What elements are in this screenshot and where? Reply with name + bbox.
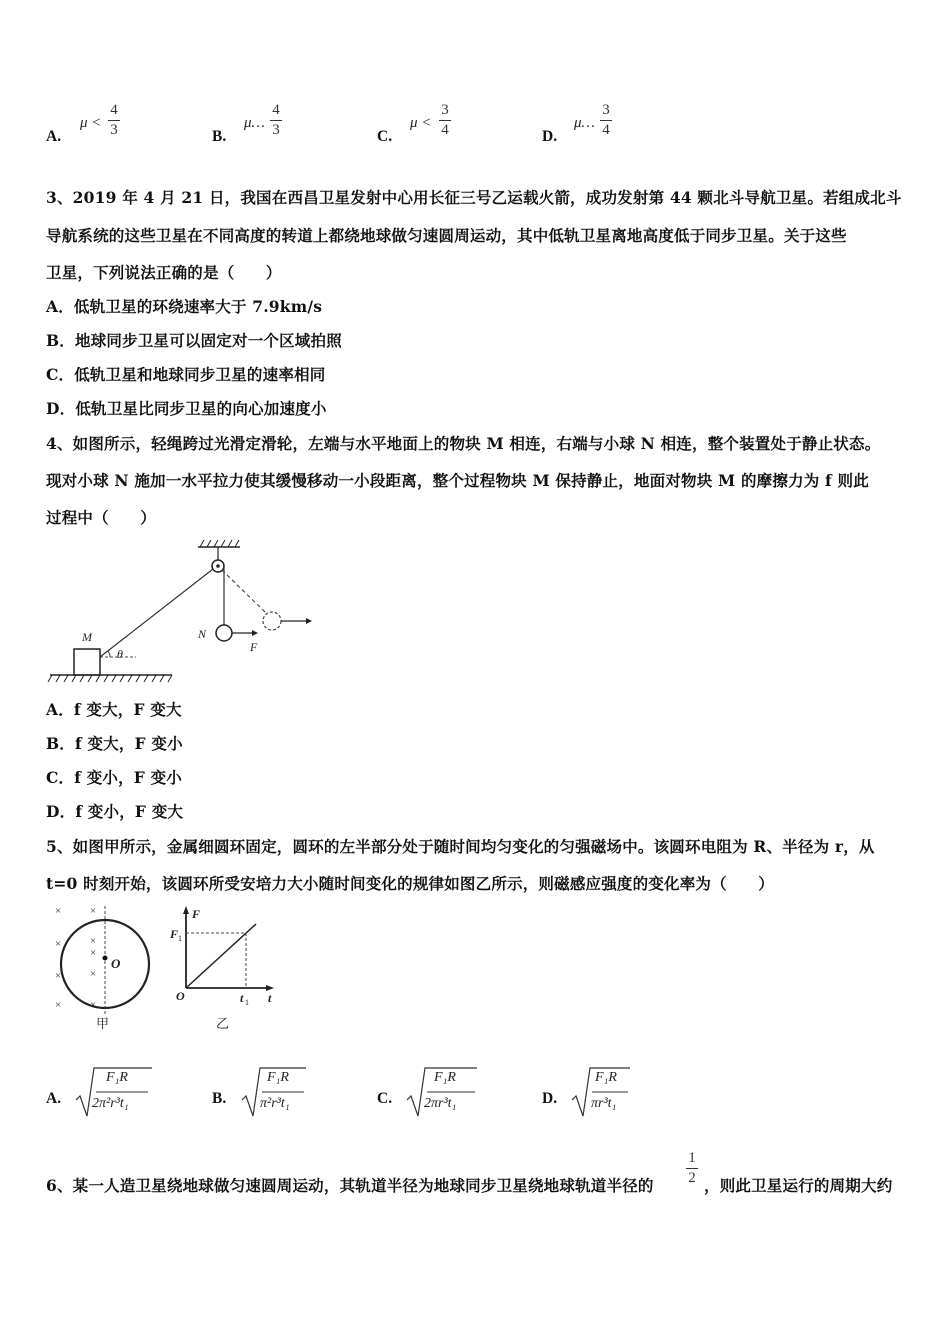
q2-option-c-label: C. <box>377 128 393 145</box>
q4-ground-hatch <box>48 675 172 682</box>
q2-option-d-num: 3 <box>602 102 610 118</box>
q5-option-c-den: 2πr³t₁ <box>424 1096 457 1111</box>
q2-option-b-label: B. <box>212 128 227 145</box>
q3-stem-line-2: 导航系统的这些卫星在不同高度的转道上都绕地球做匀速圆周运动，其中低轨卫星离地高度低于同步卫星。关于这些 <box>46 226 847 245</box>
q3-option-d: D．低轨卫星比同步卫星的向心加速度小 <box>46 399 327 418</box>
svg-text:×: × <box>55 999 62 1011</box>
q6-fraction-num: 1 <box>688 1150 696 1166</box>
q2-option-c-num: 3 <box>441 102 449 118</box>
q4-label-m: M <box>82 630 92 644</box>
q5-option-a-den: 2π²r³t₁ <box>92 1096 129 1111</box>
svg-text:×: × <box>55 938 62 950</box>
q5-label-o: O <box>111 956 121 971</box>
q5-option-a-label: A. <box>46 1090 62 1107</box>
q5-label-f1-sub: 1 <box>178 934 182 943</box>
q5-label-f-axis: F <box>192 907 201 921</box>
q5-option-b-den: π²r³t₁ <box>260 1096 290 1111</box>
q3-stem-line-1: 3、2019 年 4 月 21 日，我国在西昌卫星发射中心用长征三号乙运载火箭，成功发射第 44 颗北斗导航卫星。若组成北斗 <box>46 188 902 207</box>
q5-axis-y-arrow <box>183 906 189 914</box>
q5-caption-jia: 甲 <box>96 1016 110 1031</box>
q2-option-d-den: 4 <box>602 122 610 138</box>
q5-option-d-label: D. <box>542 1090 558 1107</box>
q6-fraction-den: 2 <box>688 1170 696 1186</box>
q2-option-a-label: A. <box>46 128 62 145</box>
q3-stem-line-3: 卫星，下列说法正确的是（ ） <box>46 263 282 282</box>
q2-option-d-expr: μ… <box>574 115 595 131</box>
q5-stem-line-1: 5、如图甲所示，金属细圆环固定，圆环的左半部分处于随时间均匀变化的匀强磁场中。该圆环电阻为 R、半径为 r，从 <box>46 837 875 856</box>
q5-label-f1: F <box>170 927 179 941</box>
q3-option-a: A．低轨卫星的环绕速率大于 7.9km/s <box>46 297 323 316</box>
q2-option-b-fraction <box>270 102 282 139</box>
q2-option-c-den: 4 <box>441 122 449 138</box>
q4-stem-line-2: 现对小球 N 施加一水平拉力使其缓慢移动一小段距离，整个过程物块 M 保持静止，地面对物块 M 的摩擦力为 f 则此 <box>46 471 869 490</box>
q5-label-t1: t <box>240 991 244 1005</box>
svg-text:×: × <box>90 935 97 947</box>
q2-option-b-expr: μ… <box>244 115 265 131</box>
q2-option-b-den: 3 <box>272 122 280 138</box>
q5-option-d-den: πr³t₁ <box>591 1096 617 1111</box>
q2-option-b-num: 4 <box>272 102 280 118</box>
q4-label-theta: θ <box>117 647 123 661</box>
q5-figure-yi <box>168 900 300 1035</box>
q2-option-c-fraction <box>439 102 451 139</box>
q2-option-a-expr: μ < <box>80 115 102 131</box>
q4-label-n: N <box>198 627 207 641</box>
q4-stem-line-3: 过程中（ ） <box>46 508 156 527</box>
q4-force-arrowhead <box>252 630 258 636</box>
q4-pulley-figure <box>44 535 324 685</box>
q3-option-c: C．低轨卫星和地球同步卫星的速率相同 <box>46 365 326 384</box>
q5-option-b-num: F₁R <box>267 1070 289 1085</box>
q4-ball-n <box>216 625 232 641</box>
q4-ceiling-hatch <box>200 540 239 547</box>
q2-option-d-label: D. <box>542 128 558 145</box>
q5-caption-yi: 乙 <box>216 1016 230 1031</box>
q4-block-m <box>74 649 100 675</box>
q4-rope-left <box>100 569 213 657</box>
q5-ring-center <box>103 956 108 961</box>
q2-option-a-fraction <box>108 102 120 139</box>
q5-option-c-label: C. <box>377 1090 393 1107</box>
q6-stem-part-2: ，则此卫星运行的周期大约 <box>704 1176 893 1195</box>
q3-option-b: B．地球同步卫星可以固定对一个区域拍照 <box>46 331 342 350</box>
q4-label-f: F <box>250 640 258 654</box>
q5-option-d-num: F₁R <box>595 1070 617 1085</box>
q5-label-t-axis: t <box>268 991 272 1005</box>
svg-text:×: × <box>90 947 97 959</box>
q5-option-b-label: B. <box>212 1090 227 1107</box>
svg-text:×: × <box>55 905 62 917</box>
q5-option-c-num: F₁R <box>434 1070 456 1085</box>
svg-text:×: × <box>90 968 97 980</box>
q6-fraction <box>686 1150 698 1187</box>
q4-option-d: D．f 变小，F 变大 <box>46 802 184 821</box>
q2-option-c-expr: μ < <box>410 115 432 131</box>
q5-figure-jia <box>46 900 158 1035</box>
q4-rope-displaced <box>222 570 266 613</box>
svg-text:×: × <box>90 905 97 917</box>
q2-option-a-den: 3 <box>110 122 118 138</box>
q5-option-a-num: F₁R <box>106 1070 128 1085</box>
q6-stem-part-1: 6、某一人造卫星绕地球做匀速圆周运动，其轨道半径为地球同步卫星绕地球轨道半径的 <box>46 1176 654 1195</box>
q4-option-b: B．f 变大，F 变小 <box>46 734 183 753</box>
q5-label-origin: O <box>176 989 185 1003</box>
q4-displaced-arrowhead <box>306 618 312 624</box>
q4-ball-displaced <box>263 612 281 630</box>
svg-text:×: × <box>55 970 62 982</box>
q4-stem-line-1: 4、如图所示，轻绳跨过光滑定滑轮，左端与水平地面上的物块 M 相连，右端与小球 N 相连，整个装置处于静止状态。 <box>46 434 881 453</box>
q4-angle-arc <box>108 651 110 657</box>
svg-text:×: × <box>90 999 97 1011</box>
q5-label-t1-sub: 1 <box>245 998 249 1007</box>
q4-option-c: C．f 变小，F 变小 <box>46 768 183 787</box>
q2-option-d-fraction <box>600 102 612 139</box>
q4-option-a: A．f 变大，F 变大 <box>46 700 182 719</box>
q5-stem-line-2: t=0 时刻开始，该圆环所受安培力大小随时间变化的规律如图乙所示，则磁感应强度的变化率为（ ） <box>46 874 774 893</box>
q2-option-a-num: 4 <box>110 102 118 118</box>
q4-pulley-axle <box>216 564 220 568</box>
